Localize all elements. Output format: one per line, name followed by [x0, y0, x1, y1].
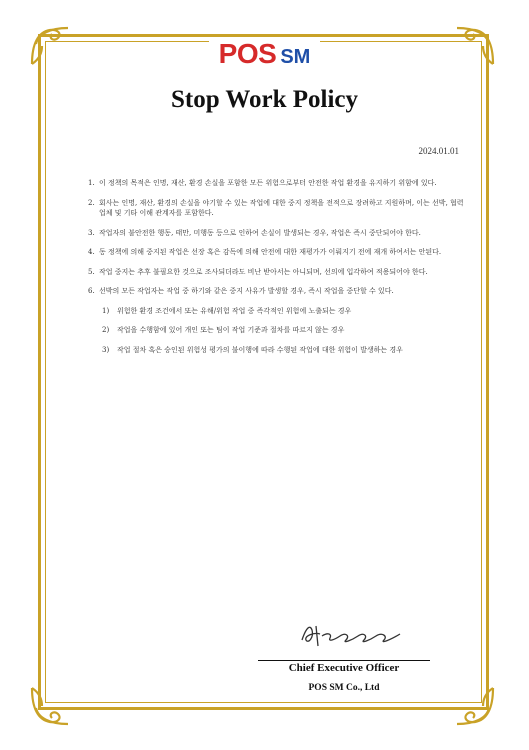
item-number: 6. [88, 287, 95, 295]
logo-pos-text: POS [218, 38, 277, 69]
subitem-number: 1) [102, 306, 110, 315]
company-logo [209, 38, 321, 70]
item-text: 선박의 모든 작업자는 작업 중 하기와 같은 중지 사유가 발생할 경우, 즉시 작업을 중단할 수 있다. [99, 287, 394, 295]
item-text: 작업 중지는 추후 불필요한 것으로 조사되더라도 비난 받아서는 아니되며, 선의에 입각하여 적용되어야 한다. [99, 267, 428, 276]
subitem-text: 작업을 수행함에 있어 개인 또는 팀이 작업 기준과 절차를 따르지 않는 경우 [117, 326, 345, 334]
policy-subitem [102, 345, 466, 356]
policy-body [88, 178, 466, 364]
corner-ornament-bottom-left [28, 682, 74, 728]
signature-line [258, 660, 430, 661]
item-number: 2. [88, 198, 95, 207]
logo-sm-text: SM [280, 46, 311, 68]
policy-item [88, 178, 466, 189]
policy-date: 2024.01.01 [418, 146, 459, 156]
item-text: 이 정책의 목적은 인명, 재산, 환경 손실을 포함한 모든 위험으로부터 안전한 작업 환경을 유지하기 위함에 있다. [99, 179, 437, 187]
policy-item [88, 198, 466, 219]
policy-subitem [102, 325, 466, 336]
logo-area [0, 38, 529, 70]
inner-frame [45, 41, 482, 703]
policy-item [88, 228, 466, 239]
item-text: 동 정책에 의해 중지된 작업은 선장 혹은 감독에 의해 안전에 대한 재평가가 이뤄지기 전에 재개 하여서는 안된다. [99, 248, 442, 256]
policy-item [88, 247, 466, 258]
company-name: POS SM Co., Ltd [308, 683, 380, 693]
item-number: 5. [88, 267, 95, 276]
subitem-text: 작업 절차 혹은 승인된 위험성 평가의 불이행에 따라 수행된 작업에 대한 위험이 발생하는 경우 [117, 345, 403, 354]
ceo-signature [296, 618, 406, 650]
subitem-text: 위험한 환경 조건에서 또는 유해/위험 작업 중 즉각적인 위험에 노출되는 경우 [117, 306, 352, 315]
page-title: Stop Work Policy [170, 86, 359, 113]
subitem-number: 2) [102, 326, 110, 334]
corner-ornament-bottom-right [451, 682, 497, 728]
item-number: 1. [88, 179, 95, 187]
item-number: 3. [88, 228, 95, 237]
item-text: 작업자의 불안전한 행동, 태만, 미행동 등으로 인하여 손실이 발생되는 경우, 작업은 즉시 중단되어야 한다. [99, 228, 421, 237]
policy-item [88, 267, 466, 278]
policy-item [88, 286, 466, 297]
item-number: 4. [88, 248, 95, 256]
item-text: 회사는 인명, 재산, 환경의 손실을 야기할 수 있는 작업에 대한 중지 정책을 전적으로 장려하고 지원하며, 이는 선박, 협력업체 및 기타 이해 관계자를 포함한다. [99, 198, 464, 217]
policy-subitem [102, 306, 466, 317]
subitem-number: 3) [102, 345, 110, 354]
signer-title: Chief Executive Officer [288, 662, 400, 674]
